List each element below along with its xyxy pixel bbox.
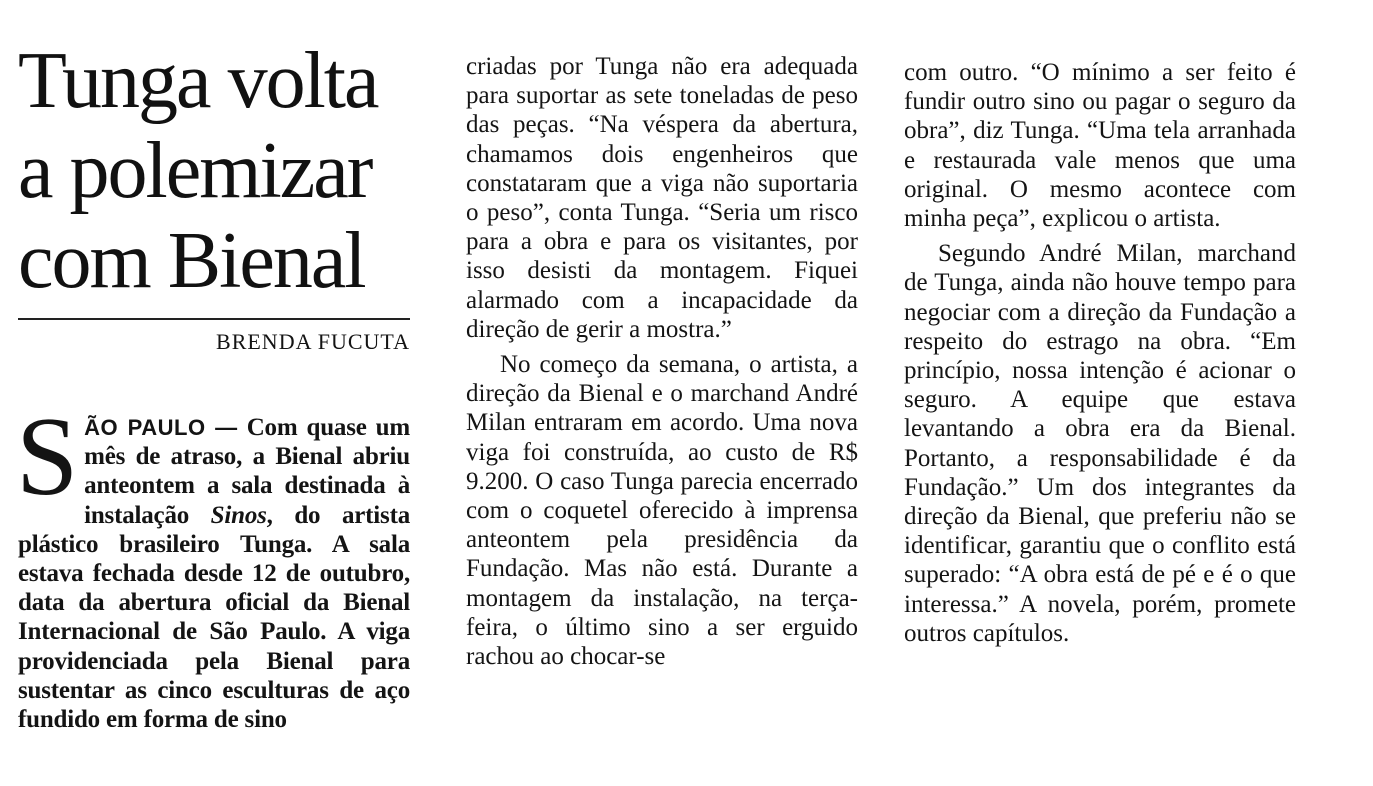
column-2-paragraph-2: No começo da semana, o artista, a direção da Bienal e o marchand André Milan entraram em acordo. Uma nova viga foi construída, ao custo de R$ 9.200. O caso Tunga parecia encerrado com o coquetel oferecido à imprensa anteontem pela presidência da Fundação. Mas não está. Durante a montagem da instalação, na terça-feira, o último sino a ser erguido rachou ao chocar-se [466,351,858,671]
column-1 [18,0,410,734]
work-title: Sinos [210,501,267,529]
column-3-paragraph-1: com outro. “O mínimo a ser feito é fundir outro sino ou pagar o seguro da obra”, diz Tunga. “Uma tela arranhada e restaurada vale menos que uma original. O mesmo acontece com minha peça”, explicou o artista. [904,59,1296,233]
column-3-paragraph-2: Segundo André Milan, marchand de Tunga, ainda não houve tempo para negociar com a direção da Fundação a respeito do estrago na obra. “Em princípio, nossa intenção é acionar o seguro. A equipe que estava levantando a obra era da Bienal. Portanto, a responsabilidade é da Fundação.” Um dos integrantes da direção da Bienal, que preferiu não se identificar, garantiu que o conflito está superado: “A obra está de pé e é o que interessa.” A novela, porém, promete outros capítulos. [904,240,1296,647]
column-2 [466,52,858,671]
column-2-paragraph-1: criadas por Tunga não era adequada para suportar as sete toneladas de peso das peças. “Na véspera da abertura, chamamos dois engenheiros que constataram que a viga não suportaria o peso”, conta Tunga. “Seria um risco para a obra e para os visitantes, por isso desisti da montagem. Fiquei alarmado com a incapacidade da direção de gerir a mostra.” [466,53,858,343]
lead-paragraph [16,395,410,734]
headline-line-1: Tunga volta [18,37,378,125]
dateline: ÃO PAULO — [84,415,238,440]
headline [18,0,410,306]
headline-rule [18,318,410,320]
dropcap: S [16,395,79,519]
column-3 [904,58,1296,648]
lead-text-part-2: , do artista plástico brasileiro Tunga. A sala estava fechada desde 12 de outubro, data da abertura oficial da Bienal Internacional de São Paulo. A viga providenciada pela Bienal para sustentar as cinco esculturas de aço fundido em forma de sino [18,501,410,734]
lead-text-part-1: Com quase um mês de atraso, a Bienal abriu anteontem a sala destinada à instalação [84,414,410,529]
byline: BRENDA FUCUTA [216,329,410,354]
headline-line-3: com Bienal [18,217,365,305]
headline-line-2: a polemizar [18,127,372,215]
